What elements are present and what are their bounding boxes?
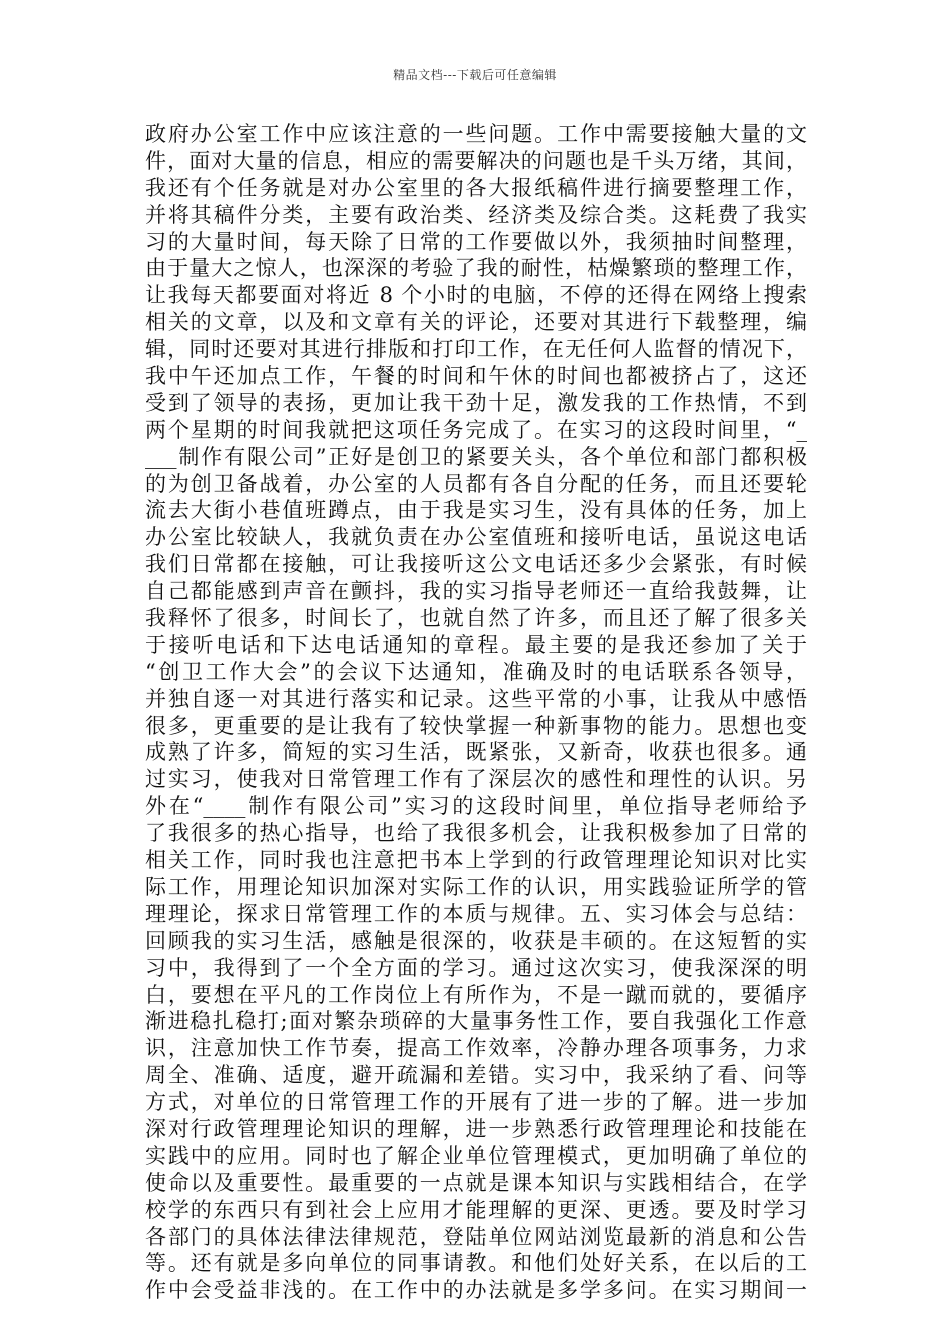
text-line: 校学的东西只有到社会上应用才能理解的更深、更透。要及时学习 <box>145 1197 807 1222</box>
text-line: 我中午还加点工作，午餐的时间和午休的时间也都被挤占了，这还 <box>145 364 807 389</box>
page-header: 精品文档---下载后可任意编辑 <box>393 68 557 82</box>
text-line: 使命以及重要性。最重要的一点就是课本知识与实践相结合，在学 <box>145 1170 807 1195</box>
text-line: 等。还有就是多向单位的同事请教。和他们处好关系，在以后的工 <box>145 1251 807 1276</box>
text-line: 件，面对大量的信息，相应的需要解决的问题也是千头万绪，其间， <box>145 148 807 173</box>
text-line: 并将其稿件分类，主要有政治类、经济类及综合类。这耗费了我实 <box>145 202 807 227</box>
text-line: ___制作有限公司”正好是创卫的紧要关头，各个单位和部门都积极 <box>145 444 807 469</box>
text-line: 我还有个任务就是对办公室里的各大报纸稿件进行摘要整理工作， <box>145 175 807 200</box>
text-line: 习的大量时间，每天除了日常的工作要做以外，我须抽时间整理， <box>145 229 807 254</box>
text-line: “创卫工作大会”的会议下达通知，准确及时的电话联系各领导， <box>145 659 807 684</box>
text-line: 两个星期的时间我就把这项任务完成了。在实习的这段时间里，“_ <box>145 417 807 442</box>
text-line: 周全、准确、适度，避开疏漏和差错。实习中，我采纳了看、问等 <box>145 1063 807 1088</box>
text-line: 并独自逐一对其进行落实和记录。这些平常的小事，让我从中感悟 <box>145 686 807 711</box>
text-line: 政府办公室工作中应该注意的一些问题。工作中需要接触大量的文 <box>145 122 807 146</box>
text-line: 外在“____制作有限公司”实习的这段时间里，单位指导老师给予 <box>145 794 807 819</box>
body-text <box>145 121 807 1304</box>
text-line: 回顾我的实习生活，感触是很深的，收获是丰硕的。在这短暂的实 <box>145 928 807 953</box>
text-line: 作中会受益非浅的。在工作中的办法就是多学多问。在实习期间一 <box>145 1278 807 1303</box>
text-line: 各部门的具体法律法律规范，登陆单位网站浏览最新的消息和公告 <box>145 1224 807 1249</box>
text-line: 实践中的应用。同时也了解企业单位管理模式，更加明确了单位的 <box>145 1143 807 1168</box>
text-line: 理理论，探求日常管理工作的本质与规律。五、实习体会与总结： <box>145 901 807 926</box>
text-line: 相关的文章，以及和文章有关的评论，还要对其进行下载整理，编 <box>145 310 807 335</box>
text-line: 受到了领导的表扬，更加让我干劲十足，激发我的工作热情，不到 <box>145 390 807 415</box>
text-line: 际工作，用理论知识加深对实际工作的认识，用实践验证所学的管 <box>145 874 807 899</box>
text-line: 于接听电话和下达电话通知的章程。最主要的是我还参加了关于 <box>145 632 807 657</box>
text-line: 我释怀了很多，时间长了，也就自然了许多，而且还了解了很多关 <box>145 606 807 631</box>
text-line: 相关工作，同时我也注意把书本上学到的行政管理理论知识对比实 <box>145 848 807 873</box>
text-line: 过实习，使我对日常管理工作有了深层次的感性和理性的认识。另 <box>145 767 807 792</box>
text-line: 深对行政管理理论知识的理解，进一步熟悉行政管理理论和技能在 <box>145 1116 807 1141</box>
text-line: 由于量大之惊人，也深深的考验了我的耐性，枯燥繁琐的整理工作， <box>145 256 807 281</box>
text-line: 让我每天都要面对将近 8 个小时的电脑，不停的还得在网络上搜索 <box>145 283 807 308</box>
text-line: 习中，我得到了一个全方面的学习。通过这次实习，使我深深的明 <box>145 955 807 980</box>
text-line: 我们日常都在接触，可让我接听这公文电话还多少会紧张，有时候 <box>145 552 807 577</box>
text-line: 办公室比较缺人，我就负责在办公室值班和接听电话，虽说这电话 <box>145 525 807 550</box>
text-line: 方式，对单位的日常管理工作的开展有了进一步的了解。进一步加 <box>145 1090 807 1115</box>
text-line: 的为创卫备战着，办公室的人员都有各自分配的任务，而且还要轮 <box>145 471 807 496</box>
text-line: 很多，更重要的是让我有了较快掌握一种新事物的能力。思想也变 <box>145 713 807 738</box>
text-line: 流去大街小巷值班蹲点，由于我是实习生，没有具体的任务，加上 <box>145 498 807 523</box>
text-line: 了我很多的热心指导，也给了我很多机会，让我积极参加了日常的 <box>145 821 807 846</box>
text-line: 成熟了许多，简短的实习生活，既紧张，又新奇，收获也很多。通 <box>145 740 807 765</box>
text-line: 辑，同时还要对其进行排版和打印工作，在无任何人监督的情况下， <box>145 337 807 362</box>
text-line: 渐进稳扎稳打;面对繁杂琐碎的大量事务性工作，要自我强化工作意 <box>145 1009 807 1034</box>
text-line: 白，要想在平凡的工作岗位上有所作为，不是一蹴而就的，要循序 <box>145 982 807 1007</box>
text-line: 识，注意加快工作节奏，提高工作效率，冷静办理各项事务，力求 <box>145 1036 807 1061</box>
text-line: 自己都能感到声音在颤抖，我的实习指导老师还一直给我鼓舞，让 <box>145 579 807 604</box>
